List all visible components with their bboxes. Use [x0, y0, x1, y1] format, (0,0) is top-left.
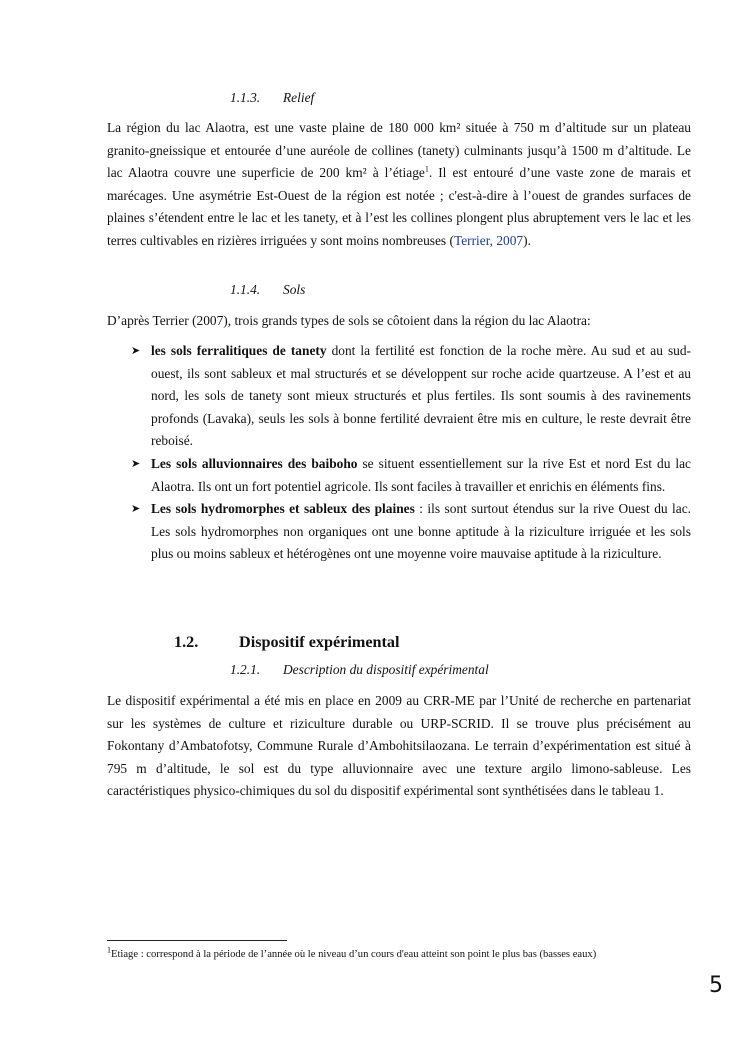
heading-1-2-1	[230, 662, 489, 678]
text-run: ).	[523, 232, 531, 248]
paragraph-relief	[107, 117, 691, 253]
footnote	[107, 945, 707, 962]
arrow-bullet-icon: ➤	[131, 345, 141, 357]
heading-1-1-3	[230, 90, 314, 106]
arrow-bullet-icon: ➤	[131, 457, 141, 470]
heading-title: Description du dispositif expérimental	[283, 662, 489, 677]
paragraph-sols-intro: D’après Terrier (2007), trois grands types de sols se côtoient dans la région du lac Alaotra:	[107, 313, 591, 328]
text-run: La région du lac Alaotra, est une vaste plaine de 180 000 km² située à 750 m d’altitude sur un plateau granito-gneissique et entourée d’une auréole de collines (tanety) culminants jusqu’à 1500 m d’altitude. Le lac Alaotra couvre une superficie de 200 km² à l’étiage	[107, 120, 691, 181]
page-number: 5	[709, 973, 723, 998]
list-item	[107, 453, 691, 498]
footnote-marker: 1	[107, 945, 111, 955]
heading-title: Relief	[283, 90, 315, 105]
list-item-text: dont la fertilité est fonction de la roche mère. Au sud et au sud-ouest, ils sont sableux et mal structurés et se développent sur roche acide quartzeuse. A l’est et au nord, les sols de tanety sont mieux structurés et plus fertiles. Ils sont soumis à des ravinements profonds (Lavaka), seuls les sols à bonne fertilité devraient être mis en culture, le reste devrait être reboisé.	[151, 343, 692, 449]
list-item	[107, 498, 691, 566]
footnote-separator	[107, 940, 287, 941]
arrow-bullet-icon: ➤	[131, 503, 141, 516]
heading-1-1-4	[230, 282, 305, 298]
paragraph-dispositif: Le dispositif expérimental a été mis en place en 2009 au CRR-ME par l’Unité de recherche en partenariat sur les systèmes de culture et riziculture durable ou URP-SCRID. Il se trouve plus précisément au Fokontany d’Ambatofotsy, Commune Rurale d’Ambohitsilaozana. Le terrain d’expérimentation est situé à 795 m d’altitude, le sol est du type alluvionnaire avec une texture argilo limono-sableuse. Les caractéristiques physico-chimiques du sol du dispositif expérimental sont synthétisées dans le tableau 1.	[107, 693, 691, 799]
list-item-text: : ils sont surtout étendus sur la rive Ouest du lac. Les sols hydromorphes non organiques ont une bonne aptitude à la riziculture irriguée et les sols plus ou moins sableux et hétérogènes ont une moyenne voire mauvaise aptitude à la riziculture.	[151, 501, 691, 562]
heading-title: Dispositif expérimental	[239, 633, 400, 651]
citation-link[interactable]: Terrier, 2007	[453, 232, 524, 248]
list-item	[107, 340, 691, 453]
footnote-reference[interactable]: 1	[424, 164, 429, 174]
list-item-term: Les sols hydromorphes et sableux des plaines	[151, 501, 415, 517]
heading-number: 1.2.	[174, 633, 199, 651]
list-item-term: Les sols alluvionnaires des baiboho	[151, 455, 358, 471]
heading-title: Sols	[283, 282, 306, 297]
heading-number: 1.1.3.	[230, 90, 261, 105]
list-item-text: se situent essentiellement sur la rive Est et nord Est du lac Alaotra. Ils ont un fort potentiel agricole. Ils sont faciles à travailler et enrichis en éléments fins.	[151, 455, 691, 494]
heading-1-2	[174, 632, 400, 652]
text-run: . Il est entouré d’une vaste zone de marais et marécages. Une asymétrie Est-Ouest de la région est notée ; c'est-à-dire à l’ouest de grandes surfaces de plaines s’étendent entre le lac et les tanety, et à l’est les collines plongent plus abruptement vers le lac et les terres cultivables en rizières irriguées y sont moins nombreuses (	[107, 165, 691, 248]
footnote-text: Etiage : correspond à la période de l’année où le niveau d’un cours d'eau atteint son point le plus bas (basses eaux)	[111, 949, 597, 960]
list-item-term: les sols ferralitiques de tanety	[151, 343, 327, 358]
soil-types-list	[107, 340, 691, 566]
heading-number: 1.1.4.	[230, 282, 261, 297]
heading-number: 1.2.1.	[230, 662, 261, 677]
